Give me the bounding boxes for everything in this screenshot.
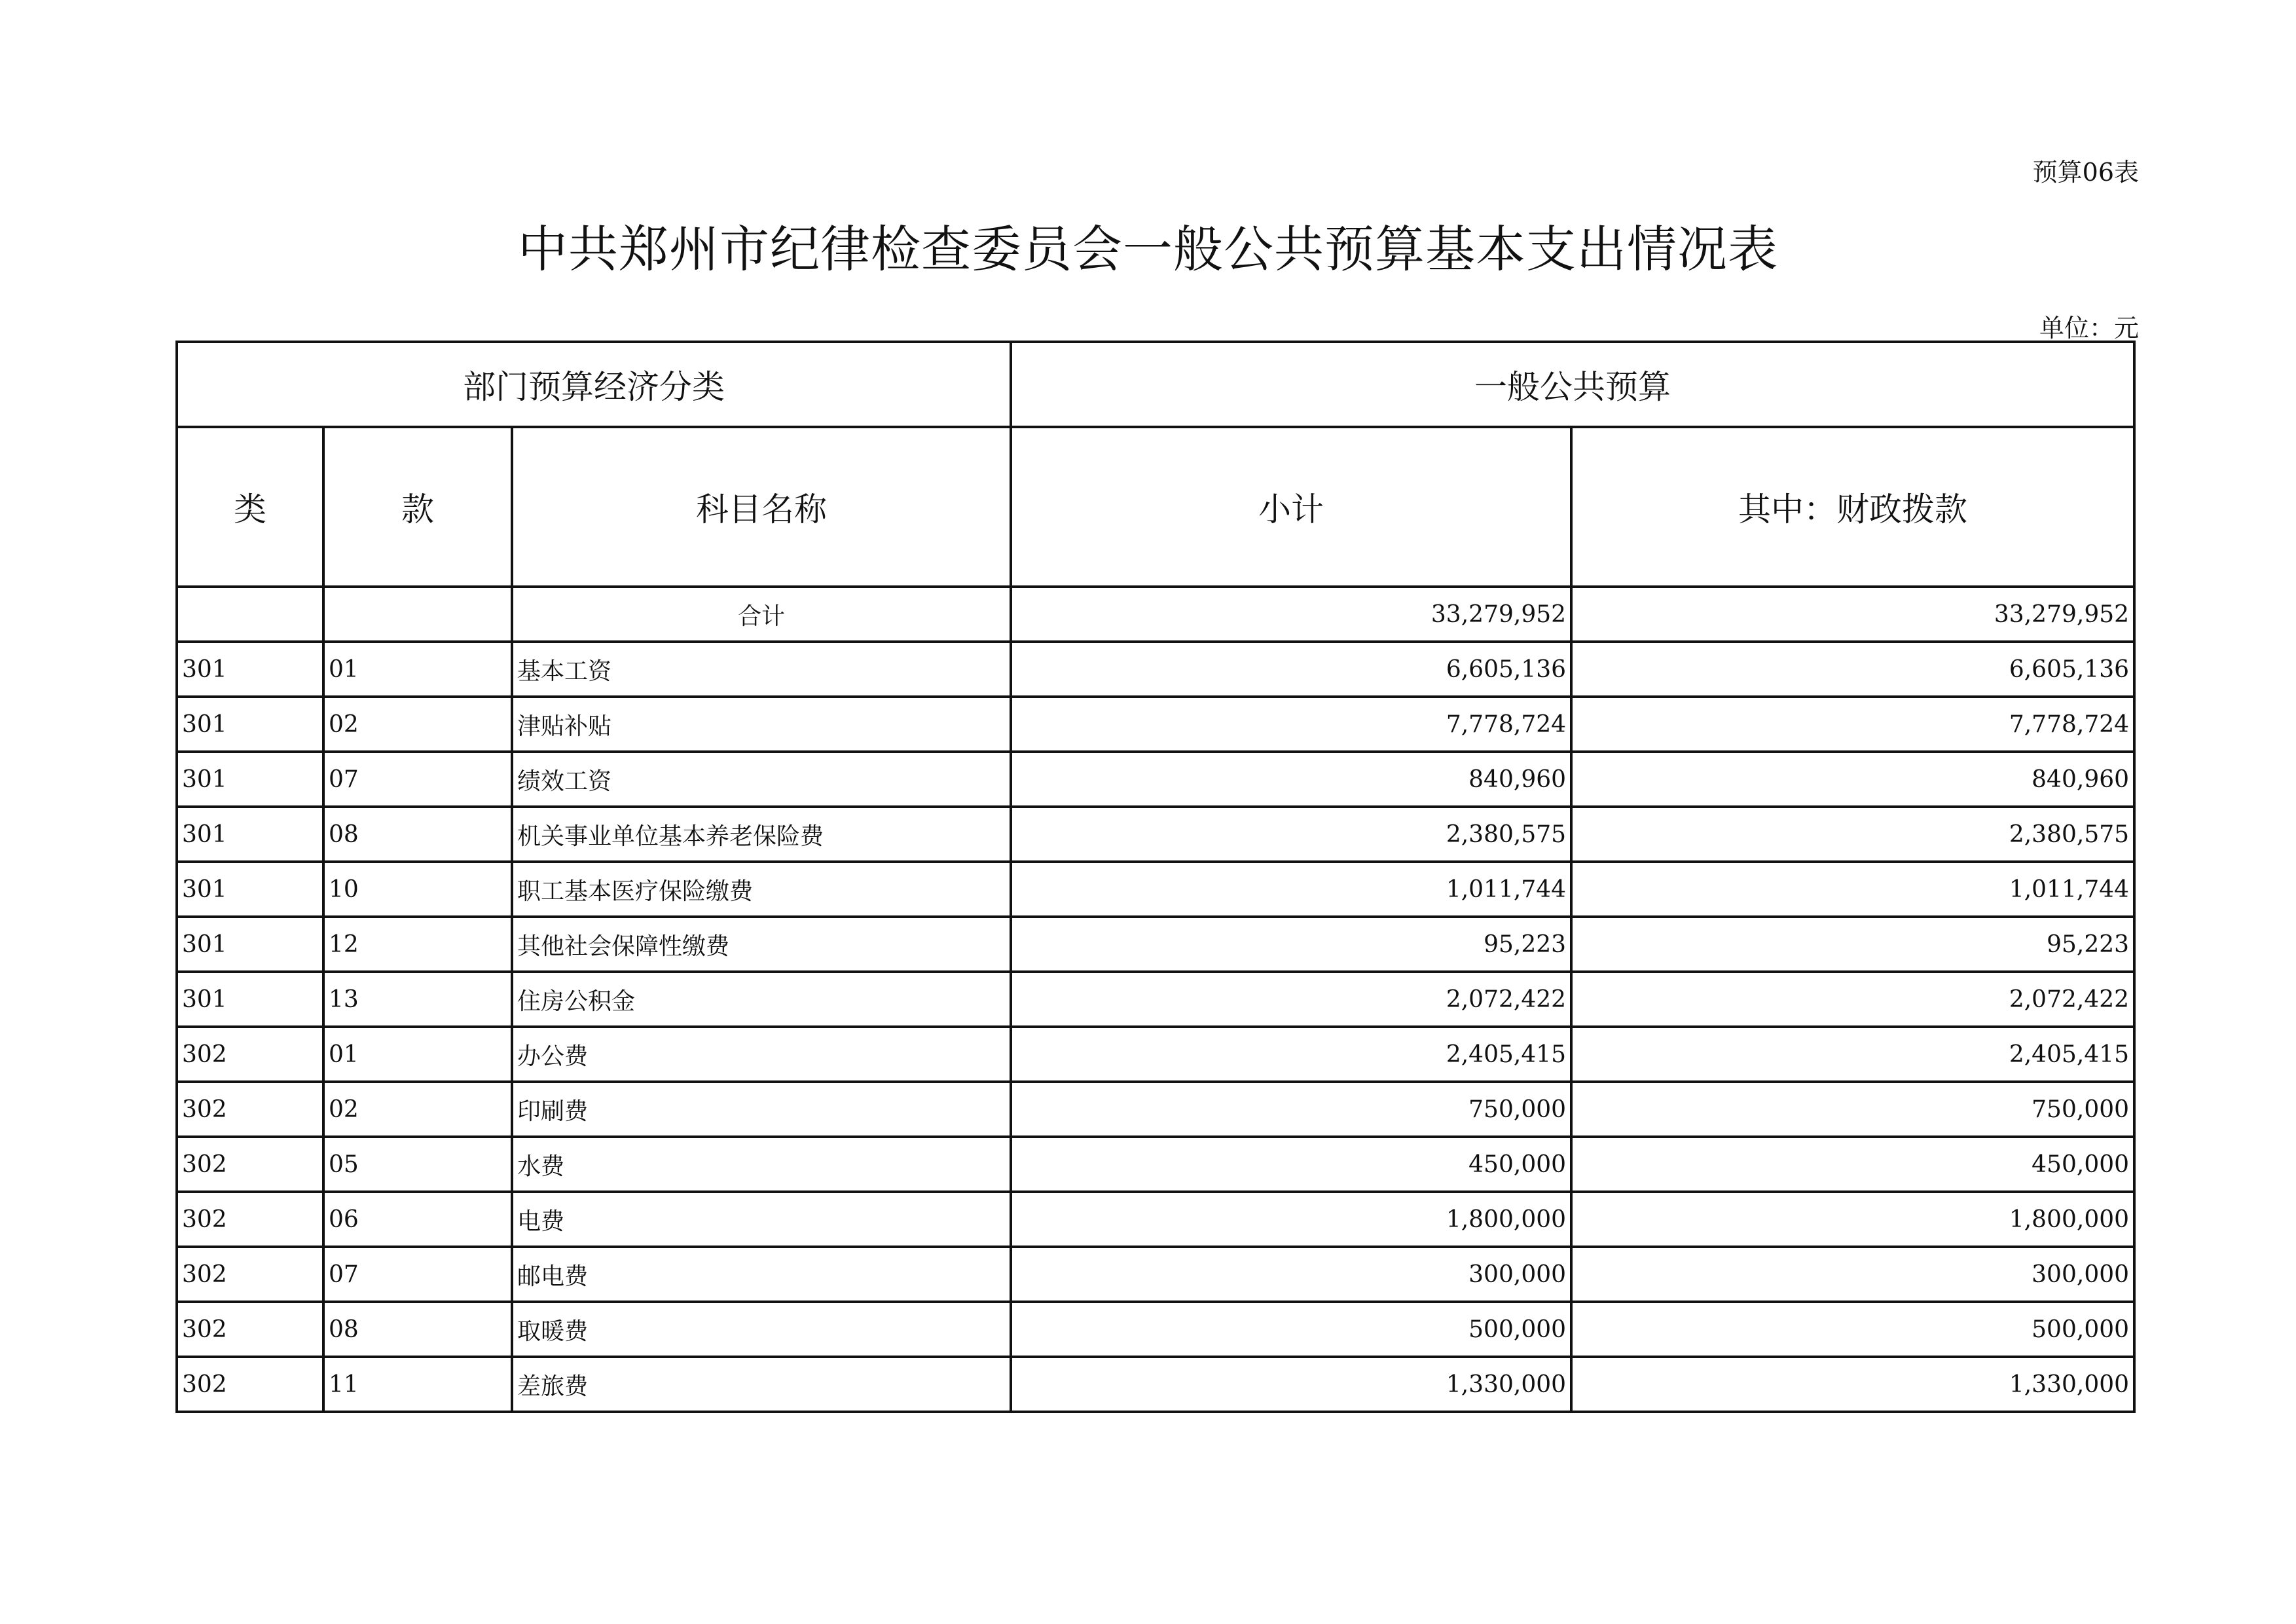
row-kuan: 12 (323, 917, 512, 972)
header-item-name: 科目名称 (512, 427, 1011, 587)
row-item-name: 办公费 (512, 1027, 1011, 1082)
row-lei: 301 (177, 972, 323, 1027)
row-subtotal: 2,405,415 (1011, 1027, 1571, 1082)
row-kuan: 07 (323, 1247, 512, 1302)
page-title: 中共郑州市纪律检查委员会一般公共预算基本支出情况表 (518, 220, 1778, 278)
row-item-name: 其他社会保障性缴费 (512, 917, 1011, 972)
row-subtotal: 300,000 (1011, 1247, 1571, 1302)
total-fiscal: 33,279,952 (1571, 587, 2134, 642)
row-fiscal: 2,380,575 (1571, 807, 2134, 862)
row-kuan: 02 (323, 697, 512, 752)
row-fiscal: 1,011,744 (1571, 862, 2134, 917)
row-kuan: 05 (323, 1137, 512, 1192)
table-row (177, 752, 2134, 807)
row-lei: 301 (177, 752, 323, 807)
total-lei (177, 587, 323, 642)
budget-table (175, 341, 2136, 1413)
total-subtotal: 33,279,952 (1011, 587, 1571, 642)
row-subtotal: 500,000 (1011, 1302, 1571, 1357)
row-fiscal: 840,960 (1571, 752, 2134, 807)
row-kuan: 01 (323, 1027, 512, 1082)
form-code: 预算06表 (2032, 158, 2139, 187)
row-fiscal: 6,605,136 (1571, 642, 2134, 697)
row-item-name: 职工基本医疗保险缴费 (512, 862, 1011, 917)
row-kuan: 08 (323, 1302, 512, 1357)
table-row (177, 1027, 2134, 1082)
row-lei: 302 (177, 1027, 323, 1082)
row-kuan: 01 (323, 642, 512, 697)
row-kuan: 13 (323, 972, 512, 1027)
total-kuan (323, 587, 512, 642)
row-item-name: 津贴补贴 (512, 697, 1011, 752)
row-item-name: 电费 (512, 1192, 1011, 1247)
row-subtotal: 1,330,000 (1011, 1357, 1571, 1412)
header-economic-classification: 部门预算经济分类 (177, 342, 1011, 427)
row-fiscal: 300,000 (1571, 1247, 2134, 1302)
row-item-name: 机关事业单位基本养老保险费 (512, 807, 1011, 862)
row-lei: 301 (177, 642, 323, 697)
header-kuan: 款 (323, 427, 512, 587)
row-subtotal: 2,072,422 (1011, 972, 1571, 1027)
row-fiscal: 450,000 (1571, 1137, 2134, 1192)
total-label: 合计 (512, 587, 1011, 642)
header-fiscal-appropriation: 其中：财政拨款 (1571, 427, 2134, 587)
row-item-name: 水费 (512, 1137, 1011, 1192)
table-row (177, 1357, 2134, 1412)
row-subtotal: 750,000 (1011, 1082, 1571, 1137)
row-subtotal: 450,000 (1011, 1137, 1571, 1192)
table-row (177, 1137, 2134, 1192)
row-fiscal: 500,000 (1571, 1302, 2134, 1357)
header-general-public-budget: 一般公共预算 (1011, 342, 2134, 427)
row-item-name: 印刷费 (512, 1082, 1011, 1137)
row-kuan: 02 (323, 1082, 512, 1137)
row-kuan: 11 (323, 1357, 512, 1412)
row-lei: 302 (177, 1192, 323, 1247)
row-fiscal: 95,223 (1571, 917, 2134, 972)
row-subtotal: 7,778,724 (1011, 697, 1571, 752)
row-subtotal: 840,960 (1011, 752, 1571, 807)
unit-label: 单位：元 (2039, 314, 2139, 342)
row-fiscal: 1,330,000 (1571, 1357, 2134, 1412)
row-lei: 302 (177, 1082, 323, 1137)
row-fiscal: 1,800,000 (1571, 1192, 2134, 1247)
header-row-columns (177, 427, 2134, 587)
table-row (177, 1192, 2134, 1247)
table-row (177, 917, 2134, 972)
table-row (177, 972, 2134, 1027)
row-fiscal: 2,072,422 (1571, 972, 2134, 1027)
row-subtotal: 95,223 (1011, 917, 1571, 972)
row-fiscal: 2,405,415 (1571, 1027, 2134, 1082)
table-row (177, 697, 2134, 752)
row-lei: 301 (177, 917, 323, 972)
row-item-name: 绩效工资 (512, 752, 1011, 807)
row-lei: 301 (177, 697, 323, 752)
row-subtotal: 2,380,575 (1011, 807, 1571, 862)
row-subtotal: 1,800,000 (1011, 1192, 1571, 1247)
row-item-name: 邮电费 (512, 1247, 1011, 1302)
row-lei: 301 (177, 807, 323, 862)
row-subtotal: 1,011,744 (1011, 862, 1571, 917)
row-lei: 302 (177, 1302, 323, 1357)
table-row (177, 1247, 2134, 1302)
row-lei: 302 (177, 1247, 323, 1302)
total-row (177, 587, 2134, 642)
table-row (177, 1302, 2134, 1357)
row-fiscal: 7,778,724 (1571, 697, 2134, 752)
row-kuan: 10 (323, 862, 512, 917)
header-subtotal: 小计 (1011, 427, 1571, 587)
table-row (177, 642, 2134, 697)
row-lei: 301 (177, 862, 323, 917)
table-row (177, 1082, 2134, 1137)
row-item-name: 取暖费 (512, 1302, 1011, 1357)
header-row-group (177, 342, 2134, 427)
table-row (177, 807, 2134, 862)
row-kuan: 06 (323, 1192, 512, 1247)
row-item-name: 基本工资 (512, 642, 1011, 697)
row-item-name: 住房公积金 (512, 972, 1011, 1027)
row-fiscal: 750,000 (1571, 1082, 2134, 1137)
header-lei: 类 (177, 427, 323, 587)
row-lei: 302 (177, 1357, 323, 1412)
row-lei: 302 (177, 1137, 323, 1192)
table-row (177, 862, 2134, 917)
row-kuan: 08 (323, 807, 512, 862)
row-item-name: 差旅费 (512, 1357, 1011, 1412)
row-subtotal: 6,605,136 (1011, 642, 1571, 697)
row-kuan: 07 (323, 752, 512, 807)
